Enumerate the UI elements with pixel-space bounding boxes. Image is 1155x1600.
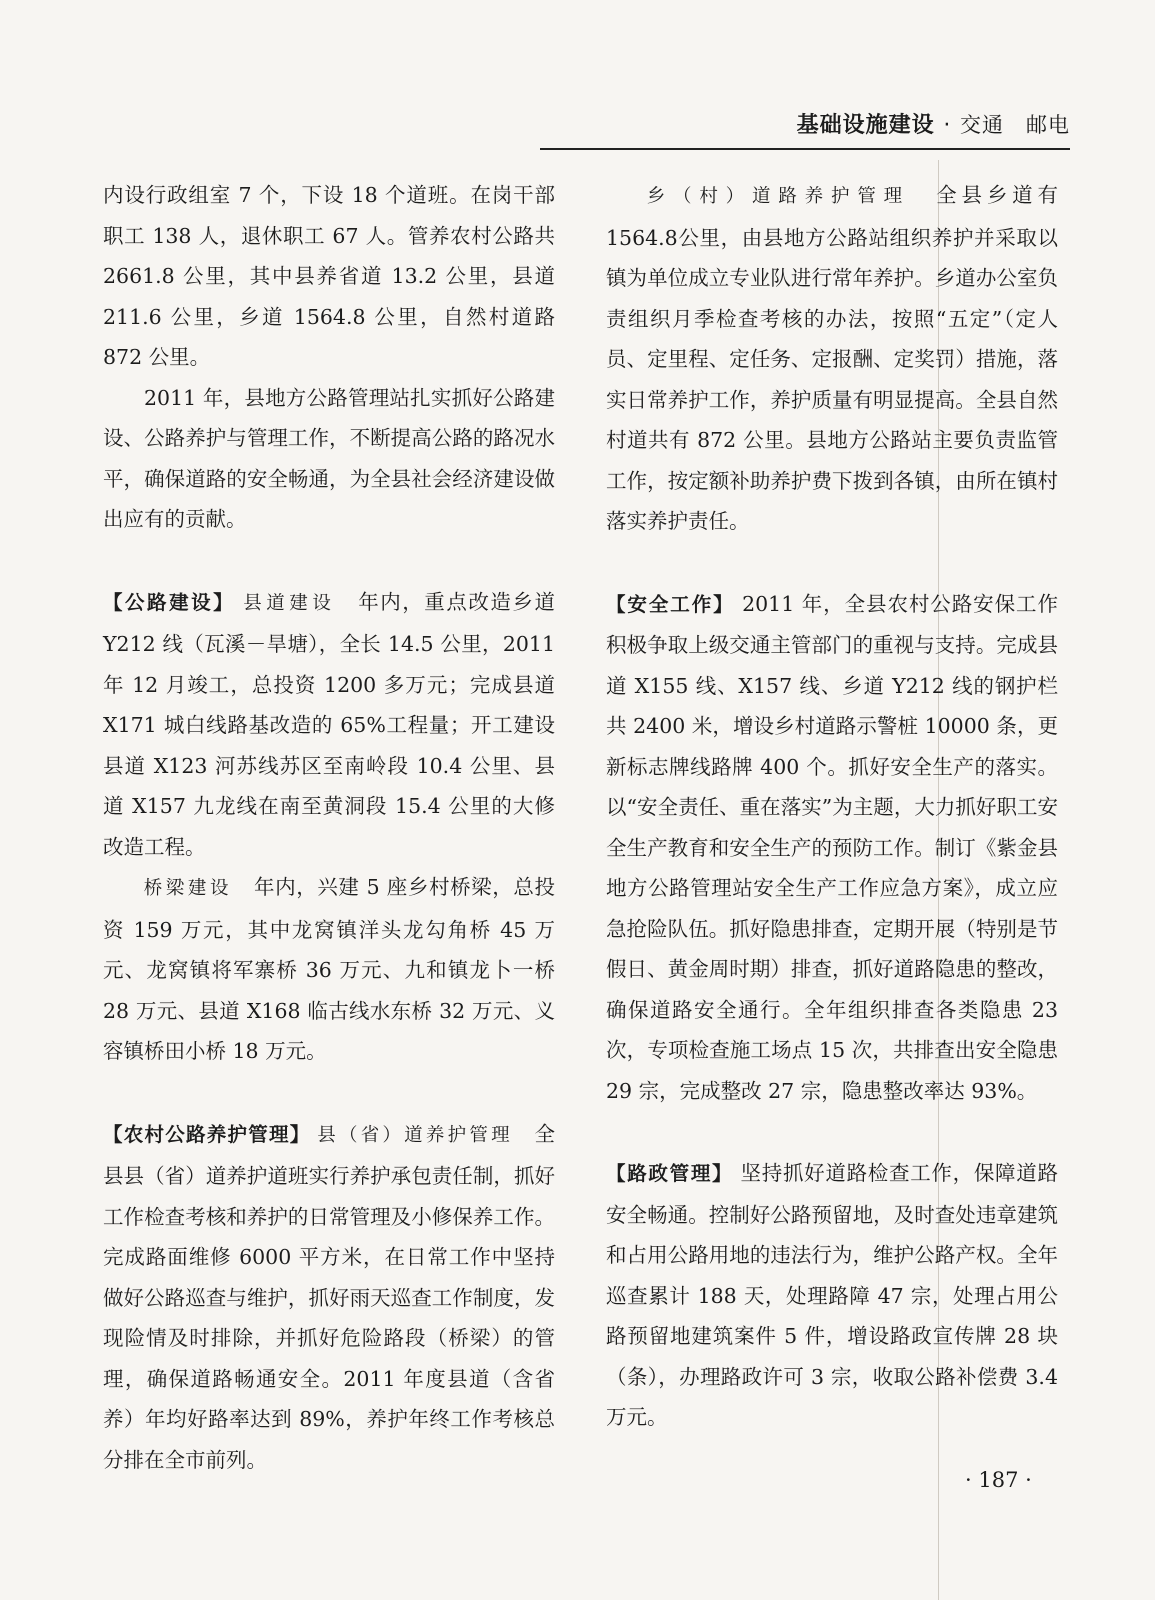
section-gap [103, 1072, 555, 1114]
section-road-construction [103, 582, 555, 868]
paragraph: 2011 年，县地方公路管理站扎实抓好公路建设、公路养护与管理工作，不断提高公路的路况水平，确保道路的安全畅通，为全县社会经济建设做出应有的贡献。 [103, 385, 555, 531]
section-text: 全县乡道有 1564.8公里，由县地方公路站组织养护并采取以镇为单位成立专业队进行常年养护。乡道办公室负责组织月季检查考核的办法，按照“五定”（定人员、定里程、定任务、定报酬、定奖罚）措施，落实日常养护工作，养护质量有明显提高。全县自然村道共有 872 公里。县地方公路站主要负责监管工作，按定额补助养护费下拨到各镇，由所在镇村落实养护责任。 [606, 183, 1058, 533]
paragraph: 内设行政组室 7 个，下设 18 个道班。在岗干部职工 138 人，退休职工 67 人。管养农村公路共 2661.8 公里，其中县养省道 13.2 公里，县道 211.6 公里，乡道 1564.8 公里，自然村道路 872 公里。 [103, 183, 555, 369]
section-text: 全县县（省）道养护道班实行养护承包责任制，抓好工作检查考核和养护的日常管理及小修保养工作。完成路面维修 6000 平方米，在日常工作中坚持做好公路巡查与维护，抓好雨天巡查工作制度，发现险情及时排除，并抓好危险路段（桥梁）的管理，确保道路畅通安全。2011 年度县道（含省养）年均好路率达到 89%，养护年终工作考核总分排在全市前列。 [103, 1121, 555, 1472]
header-rule [540, 148, 1070, 150]
section-road-administration [606, 1153, 1058, 1438]
right-column [606, 175, 1058, 1438]
header-dot: · [943, 113, 952, 138]
section-text: 2011 年，全县农村公路安保工作积极争取上级交通主管部门的重视与支持。完成县道 X155 线、X157 线、乡道 Y212 线的钢护栏共 2400 米，增设乡村道路示警桩 10000 条，更新标志牌线路牌 400 个。抓好安全生产的落实。以“安全责任、重在落实”为主题，大力抓好职工安全生产教育和安全生产的预防工作。制订《紫金县地方公路管理站安全生产工作应急方案》，成立应急抢险队伍。抓好隐患排查，定期开展（特别是节假日、黄金周时期）排查，抓好道路隐患的整改，确保道路安全通行。全年组织排查各类隐患 23 次，专项检查施工场点 15 次，共排查出安全隐患 29 宗，完成整改 27 宗，隐患整改率达 93%。 [606, 591, 1058, 1103]
subsection-keyword: 县道建设 [243, 592, 336, 614]
section-heading: 【农村公路养护管理】 [103, 1122, 311, 1146]
left-column [103, 175, 555, 1480]
section-text: 年内，兴建 5 座乡村桥梁，总投资 159 万元，其中龙窝镇洋头龙勾角桥 45 万元、龙窝镇将军寨桥 36 万元、九和镇龙卜一桥 28 万元、县道 X168 临古线水东桥 32 万元、义容镇桥田小桥 18 万元。 [103, 875, 555, 1063]
section-gap [103, 540, 555, 582]
page-number: · 187 · [965, 1468, 1032, 1492]
section-text: 年内，重点改造乡道 Y212 线（瓦溪－旱塘），全长 14.5 公里，2011 年 12 月竣工，总投资 1200 多万元；完成县道 X171 城白线路基改造的 65%工程量；开工建设县道 X123 河苏线苏区至南岭段 10.4 公里、县道 X157 九龙线在南至黄洞段 15.4 公里的大修改造工程。 [103, 589, 555, 859]
running-header [540, 108, 1070, 139]
section-gap [606, 542, 1058, 584]
subsection-keyword: 县（省）道养护管理 [317, 1124, 513, 1146]
section-bridge-construction [103, 867, 555, 1072]
header-section: 基础设施建设 [796, 113, 935, 138]
subsection-keyword: 桥梁建设 [143, 878, 233, 899]
section-gap [606, 1111, 1058, 1153]
section-heading: 【路政管理】 [606, 1162, 734, 1185]
subsection-keyword: 乡（村）道路养护管理 [646, 186, 911, 207]
section-text: 坚持抓好道路检查工作，保障道路安全畅通。控制好公路预留地，及时查处违章建筑和占用公路用地的违法行为，维护公路产权。全年巡查累计 188 天，处理路障 47 宗，处理占用公路预留地建筑案件 5 件，增设路政宣传牌 28 块（条），办理路政许可 3 宗，收取公路补偿费 3.4 万元。 [606, 1161, 1058, 1429]
section-heading: 【安全工作】 [606, 592, 735, 616]
header-subsection: 交通 邮电 [960, 113, 1070, 137]
section-safety-work [606, 584, 1058, 1112]
section-heading: 【公路建设】 [103, 590, 236, 614]
section-rural-road-maintenance [103, 1114, 555, 1481]
section-township-road-maintenance [606, 175, 1058, 542]
